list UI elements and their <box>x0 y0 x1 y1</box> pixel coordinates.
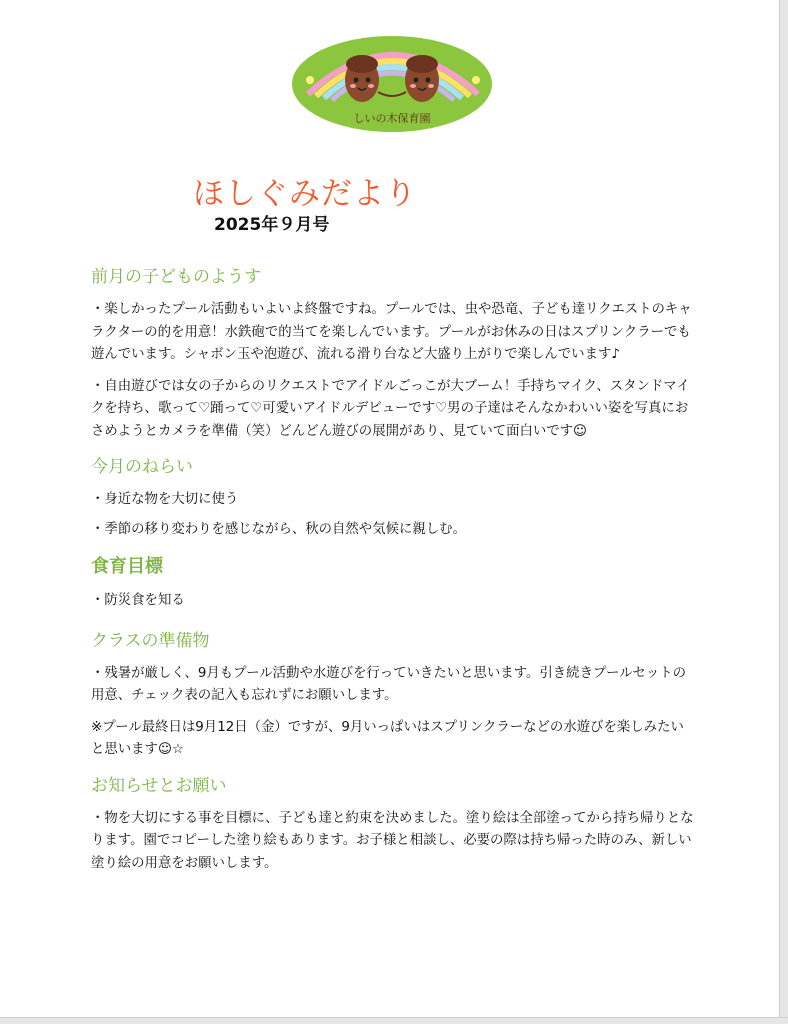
page-bottom-edge <box>0 1017 788 1024</box>
food-goal-item: ・防災食を知る <box>91 593 185 608</box>
newsletter-title: ほしぐみだより <box>193 176 417 212</box>
prep-paragraph-1: ・残暑が厳しく、9月もプール活動や水遊びを行っていきたいと思います。引き続きプールセットの用意、チェック表の記入も忘れずにお願いします。 <box>91 665 687 703</box>
notice-paragraph-1: ・物を大切にする事を目標に、子ども達と約束を決めました。塗り絵は全部塗ってから持ち帰りとなります。園でコピーした塗り絵もあります。お子様と相談し、必要の際は持ち帰った時のみ、新しい塗り絵の用意をお願いします。 <box>91 810 694 871</box>
last-month-paragraph-1: ・楽しかったプール活動もいよいよ終盤ですね。プールでは、虫や恐竜、子ども達リクエストのキャラクターの的を用意！水鉄砲で的当てを楽しんでいます。プールがお休みの日はスプリンクラーでも遊んでいます。シャボン玉や泡遊び、流れる滑り台など大盛り上がりで楽しんでいます♪ <box>91 302 692 362</box>
page-scroll-edge <box>779 0 788 1024</box>
issue-date: 2025年９月号 <box>214 215 330 235</box>
heading-aims: 今月のねらい <box>91 457 193 477</box>
nursery-logo <box>290 22 495 134</box>
heading-notice: お知らせとお願い <box>91 775 227 796</box>
aim-item-1: ・身近な物を大切に使う <box>91 492 239 507</box>
aim-item-2: ・季節の移り変わりを感じながら、秋の自然や気候に親しむ。 <box>91 521 466 537</box>
prep-paragraph-2: ※プール最終日は9月12日（金）ですが、9月いっぱいはスプリンクラーなどの水遊びを楽しみたいと思います☺☆ <box>91 719 684 757</box>
last-month-paragraph-2: ・自由遊びでは女の子からのリクエストでアイドルごっこが大ブーム！手持ちマイク、スタンドマイクを持ち、歌って♡踊って♡可愛いアイドルデビューです♡男の子達はそんなかわいい姿を写真におさめようとカメラを準備（笑）どんどん遊びの展開があり、見ていて面白いです☺ <box>91 378 690 439</box>
heading-food-goal: 食育目標 <box>91 556 163 577</box>
heading-last-month: 前月の子どものようす <box>91 267 261 287</box>
heading-class-prep: クラスの準備物 <box>91 630 210 651</box>
logo-text: しいの木保育園 <box>353 112 431 125</box>
newsletter-body <box>91 262 696 884</box>
